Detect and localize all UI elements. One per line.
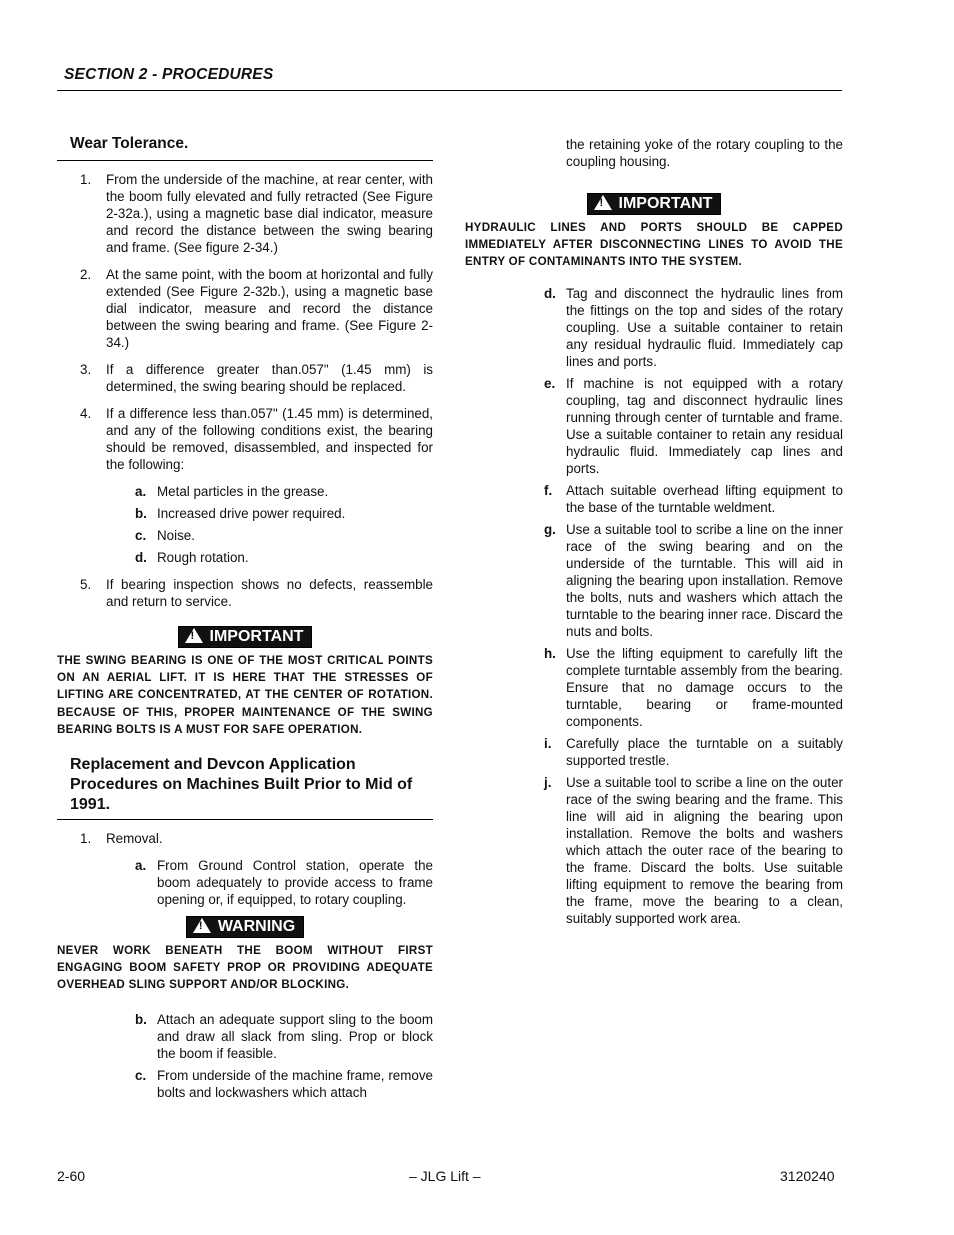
document-number: 3120240 xyxy=(780,1168,835,1184)
warning-badge xyxy=(186,916,304,938)
replacement-heading: Replacement and Devcon Application Procedures on Machines Built Prior to Mid of 1991. xyxy=(57,755,433,820)
list-item xyxy=(57,830,433,847)
continued-text: the retaining yoke of the rotary coupling to the coupling housing. xyxy=(566,137,843,169)
section-title: SECTION 2 - PROCEDURES xyxy=(64,66,274,83)
item-letter: g. xyxy=(544,521,556,537)
important-callout xyxy=(57,626,433,648)
wear-tolerance-heading: Wear Tolerance. xyxy=(57,134,433,161)
left-column xyxy=(57,134,433,1101)
item-text: Increased drive power required. xyxy=(157,506,346,521)
item-text: From underside of the machine frame, remove bolts and lockwashers which attach xyxy=(157,1067,433,1100)
item-text: Metal particles in the grease. xyxy=(157,484,329,499)
page-header xyxy=(57,64,842,91)
list-item xyxy=(57,405,433,473)
list-item xyxy=(57,361,433,395)
right-column xyxy=(465,136,843,927)
list-item xyxy=(57,505,433,522)
item-text: Attach suitable overhead lifting equipment to the base of the turntable weldment. xyxy=(566,482,843,515)
item-letter: h. xyxy=(544,645,556,661)
list-item xyxy=(57,549,433,566)
item-letter: j. xyxy=(544,774,552,790)
list-item xyxy=(465,482,843,516)
item-letter: a. xyxy=(135,484,147,499)
item-text: Noise. xyxy=(157,528,195,543)
list-item xyxy=(465,521,843,640)
item-letter: f. xyxy=(544,482,553,498)
item-text: At the same point, with the boom at horizontal and fully extended (See Figure 2-32b.), using a magnetic base dial indicator, measure and record the distance between the swing bearing and frame. (See Figure 2-34.) xyxy=(106,267,433,350)
item-text: From the underside of the machine, at rear center, with the boom fully elevated and fully retracted (See Figure 2-32a.), using a magnetic base dial indicator, measure and record the distance between the swing bearing and frame. (See figure 2-34.) xyxy=(106,172,433,255)
item-text: Use the lifting equipment to carefully lift the complete turntable assembly from the bearing. Ensure that no damage occurs to the turntable, bearing or frame-mounted components. xyxy=(566,645,843,729)
list-item xyxy=(57,1067,433,1101)
item-text: If a difference greater than.057" (1.45 mm) is determined, the swing bearing should be replaced. xyxy=(106,362,433,394)
important-text: THE SWING BEARING IS ONE OF THE MOST CRITICAL POINTS ON AN AERIAL LIFT. IT IS HERE THAT THE STRESSES OF LIFTING ARE CONCENTRATED, AT THE CENTER OF ROTATION. BECAUSE OF THIS, PROPER MAINTENANCE OF THE SWING BEARING BOLTS IS A MUST FOR SAFE OPERATION. xyxy=(57,654,433,736)
item-text: From Ground Control station, operate the boom adequately to provide access to frame opening or, if equipped, to rotary coupling. xyxy=(157,858,433,908)
list-item xyxy=(57,266,433,351)
item-number: 1. xyxy=(80,172,92,187)
item-number: 4. xyxy=(80,406,92,421)
item-letter: d. xyxy=(544,285,556,301)
list-item xyxy=(57,171,433,256)
warning-callout xyxy=(57,916,433,938)
item-text: Removal. xyxy=(106,831,163,847)
list-item xyxy=(57,857,433,908)
item-letter: e. xyxy=(544,375,556,391)
list-item xyxy=(465,375,843,477)
item-letter: c. xyxy=(135,528,147,543)
item-text: If bearing inspection shows no defects, reassemble and return to service. xyxy=(106,577,433,609)
badge-label: WARNING xyxy=(217,918,296,936)
list-item xyxy=(465,645,843,730)
badge-label: IMPORTANT xyxy=(618,195,713,212)
item-text: Rough rotation. xyxy=(157,550,249,565)
list-item xyxy=(465,735,843,769)
list-item xyxy=(465,774,843,927)
list-item xyxy=(57,1011,433,1062)
item-number: 1. xyxy=(80,831,92,847)
item-text: If machine is not equipped with a rotary coupling, tag and disconnect hydraulic lines running through center of turntable and frame. Use a suitable container to retain any residual hydraulic fluid. Immediately cap lines and ports. xyxy=(566,375,843,476)
list-item xyxy=(57,576,433,610)
important-badge xyxy=(587,193,722,215)
item-letter: d. xyxy=(135,550,147,565)
item-letter: i. xyxy=(544,735,552,751)
item-text: If a difference less than.057" (1.45 mm) is determined, and any of the following conditions exist, the bearing should be removed, disassembled, and inspected for the following: xyxy=(106,406,433,472)
item-text: Attach an adequate support sling to the boom and draw all slack from sling. Prop or block the boom if feasible. xyxy=(157,1011,433,1061)
list-item xyxy=(57,527,433,544)
page-number: 2-60 xyxy=(57,1168,86,1184)
important-badge xyxy=(178,626,313,648)
item-letter: b. xyxy=(135,506,147,521)
item-letter: c. xyxy=(135,1067,147,1083)
badge-label: IMPORTANT xyxy=(209,628,304,645)
item-number: 2. xyxy=(80,267,92,282)
warning-triangle-icon xyxy=(594,195,612,210)
item-letter: b. xyxy=(135,1011,147,1027)
item-number: 5. xyxy=(80,577,92,592)
list-item xyxy=(465,285,843,370)
footer-brand: – JLG Lift – xyxy=(409,1168,481,1184)
item-number: 3. xyxy=(80,362,92,377)
important-text: HYDRAULIC LINES AND PORTS SHOULD BE CAPPED IMMEDIATELY AFTER DISCONNECTING LINES TO AVOID THE ENTRY OF CONTAMINANTS INTO THE SYSTEM. xyxy=(465,221,843,269)
warning-triangle-icon xyxy=(193,918,211,933)
warning-triangle-icon xyxy=(185,628,203,643)
warning-text: NEVER WORK BENEATH THE BOOM WITHOUT FIRST ENGAGING BOOM SAFETY PROP OR PROVIDING ADEQUATE OVERHEAD SLING SUPPORT AND/OR BLOCKING. xyxy=(57,944,433,992)
item-text: Use a suitable tool to scribe a line on the inner race of the swing bearing and on the underside of the turntable. This will aid in aligning the bearing upon installation. Remove the bolts, nuts and washers which attach the turntable to the bearing inner race. Discard the nuts and bolts. xyxy=(566,521,843,639)
item-text: Carefully place the turntable on a suitably supported trestle. xyxy=(566,735,843,768)
list-item xyxy=(57,483,433,500)
important-callout xyxy=(465,193,843,215)
item-text: Tag and disconnect the hydraulic lines from the fittings on the top and sides of the rotary coupling. Use a suitable container to retain any residual hydraulic fluid. Immediately cap lines and ports. xyxy=(566,285,843,369)
item-text: Use a suitable tool to scribe a line on the outer race of the swing bearing and the frame. This line will aid in aligning the bearing upon installation. Remove the bolts and washers which attach the outer race of the bearing to the frame. Discard the bolts. Use suitable lifting equipment to remove the bearing from the frame, move the bearing to a clean, suitably supported work area. xyxy=(566,774,843,926)
item-letter: a. xyxy=(135,858,147,874)
